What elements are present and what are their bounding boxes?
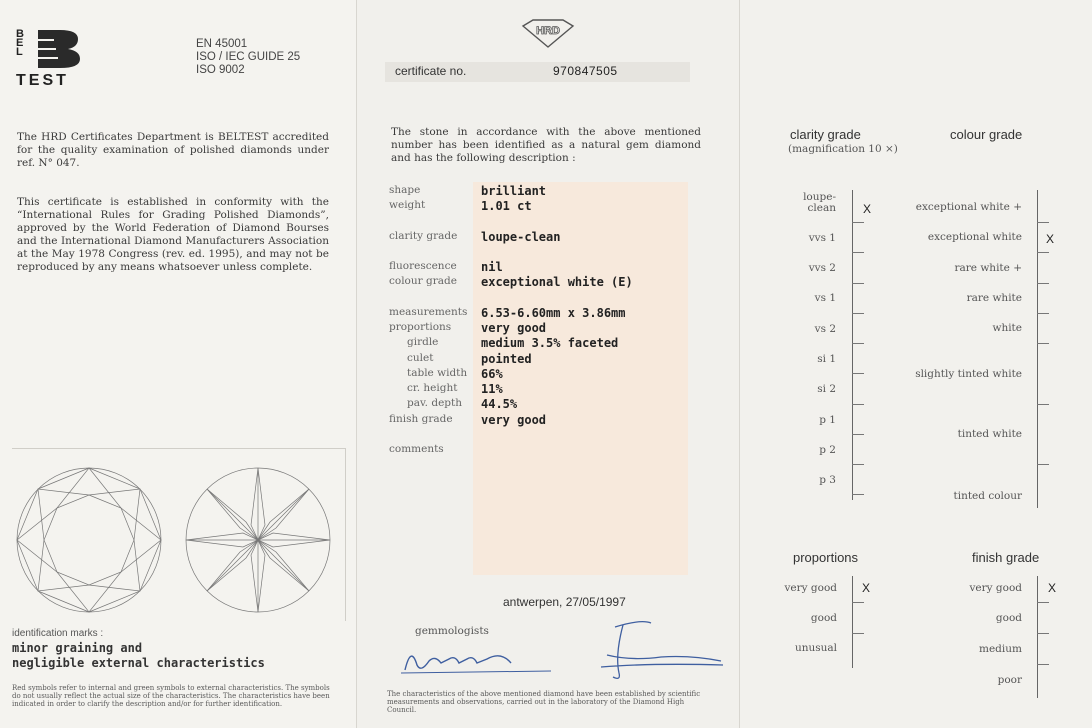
row-label: colour grade xyxy=(389,275,457,287)
standard: ISO / IEC GUIDE 25 xyxy=(196,51,301,63)
row-label: table width xyxy=(407,367,468,379)
colour-grade-label: exceptional white + xyxy=(915,201,1022,213)
finish-label: very good xyxy=(969,582,1022,594)
row-label: comments xyxy=(389,443,444,455)
colour-grade-label: rare white xyxy=(966,292,1022,304)
signatures xyxy=(401,615,731,685)
row-value: 44.5% xyxy=(481,397,518,411)
row-label: clarity grade xyxy=(389,230,458,242)
proportions-label: unusual xyxy=(794,642,837,654)
colour-title: colour grade xyxy=(950,127,1023,142)
finish-label: medium xyxy=(979,643,1022,655)
id-marks-line: minor graining and xyxy=(12,641,143,655)
cert-label: certificate no. xyxy=(395,64,467,78)
clarity-grade-label: vvs 1 xyxy=(808,232,836,244)
colour-grade-label: rare white + xyxy=(954,262,1022,274)
scale-tick xyxy=(1037,343,1049,344)
id-marks-value xyxy=(12,641,265,671)
scale-tick xyxy=(1037,633,1049,634)
scale-tick xyxy=(1037,222,1049,223)
clarity-scale-line xyxy=(852,190,853,500)
scale-tick xyxy=(852,602,864,603)
row-label: proportions xyxy=(389,321,452,333)
svg-text:HRD: HRD xyxy=(536,25,560,37)
clarity-grade-label: si 2 xyxy=(817,383,836,395)
clarity-grade-label: p 1 xyxy=(819,414,836,426)
right-panel xyxy=(740,0,1092,728)
scale-tick xyxy=(852,252,864,253)
finish-mark: X xyxy=(1048,581,1057,595)
clarity-grade-label: p 3 xyxy=(819,474,836,486)
id-marks-line: negligible external characteristics xyxy=(12,656,265,670)
finish-label: good xyxy=(995,612,1022,624)
clarity-mark: X xyxy=(863,202,872,216)
gemmologists-label: gemmologists xyxy=(415,625,489,637)
cert-number: 970847505 xyxy=(553,64,618,78)
scale-tick xyxy=(1037,404,1049,405)
scale-tick xyxy=(1037,664,1049,665)
row-value: 11% xyxy=(481,382,503,396)
scale-tick xyxy=(852,464,864,465)
proportions-mark: X xyxy=(862,581,871,595)
clarity-grade-label: loupe- clean xyxy=(803,191,836,214)
finish-scale-line xyxy=(1037,576,1038,698)
scale-tick xyxy=(1037,283,1049,284)
standard: ISO 9002 xyxy=(196,64,245,76)
row-value: brilliant xyxy=(481,184,547,198)
proportions-scale-line xyxy=(852,576,853,668)
proportions-label: good xyxy=(810,612,837,624)
row-value: 1.01 ct xyxy=(481,199,532,213)
row-value: loupe-clean xyxy=(481,230,561,244)
row-value: exceptional white (E) xyxy=(481,275,633,289)
row-value: 6.53-6.60mm x 3.86mm xyxy=(481,306,626,320)
left-panel xyxy=(0,0,357,728)
proportions-label: very good xyxy=(784,582,837,594)
row-value: nil xyxy=(481,260,503,274)
scale-tick xyxy=(1037,464,1049,465)
id-marks-label: identification marks : xyxy=(12,628,104,639)
clarity-grade-label: vs 2 xyxy=(814,323,836,335)
scale-tick xyxy=(1037,252,1049,253)
colour-grade-label: tinted white xyxy=(957,428,1022,440)
clarity-grade-label: si 1 xyxy=(817,353,836,365)
middle-panel xyxy=(357,0,740,728)
row-value: very good xyxy=(481,321,547,335)
accreditation-text: The HRD Certificates Department is BELTEST accredited for the quality examination of polished diamonds under ref. N° 047. xyxy=(17,131,329,169)
scale-tick xyxy=(852,283,864,284)
clarity-grade-label: p 2 xyxy=(819,444,836,456)
colour-mark: X xyxy=(1046,232,1055,246)
row-label: pav. depth xyxy=(407,397,462,409)
row-label: shape xyxy=(389,184,421,196)
row-value: 66% xyxy=(481,367,503,381)
clarity-subtitle: (magnification 10 ×) xyxy=(788,143,898,155)
standard: EN 45001 xyxy=(196,38,248,50)
row-label: fluorescence xyxy=(389,260,457,272)
finish-title: finish grade xyxy=(972,550,1040,565)
clarity-grade-label: vs 1 xyxy=(814,292,836,304)
conformity-text: This certificate is established in conformity with the “International Rules for Grading Polished Diamonds”, approved by the World Federation of Diamond Bourses and the International Diamond Manufacturers Association at the May 1978 Congress (rev. ed. 1995), and may not be reproduced by any means whatsoever unless complete. xyxy=(17,196,329,273)
clarity-grade-label: vvs 2 xyxy=(808,262,836,274)
colour-grade-label: exceptional white xyxy=(927,231,1022,243)
clarity-title: clarity grade xyxy=(790,127,861,142)
scale-tick xyxy=(1037,313,1049,314)
scale-tick xyxy=(852,222,864,223)
colour-grade-label: white xyxy=(992,322,1022,334)
colour-grade-label: slightly tinted white xyxy=(915,368,1022,380)
scale-tick xyxy=(852,633,864,634)
scale-tick xyxy=(1037,602,1049,603)
proportions-title: proportions xyxy=(793,550,859,565)
footer-note: The characteristics of the above mentioned diamond have been established by scientific measurements and observations, carried out in the laboratory of the Diamond High Council. xyxy=(387,690,701,714)
row-value: pointed xyxy=(481,352,532,366)
place-date: antwerpen, 27/05/1997 xyxy=(503,595,626,609)
row-label: weight xyxy=(389,199,426,211)
finish-label: poor xyxy=(997,674,1022,686)
row-label: girdle xyxy=(407,336,439,348)
hrd-logo xyxy=(519,18,577,48)
row-value: medium 3.5% faceted xyxy=(481,336,619,350)
row-label: cr. height xyxy=(407,382,458,394)
row-label: culet xyxy=(407,352,434,364)
scale-tick xyxy=(852,343,864,344)
row-value: very good xyxy=(481,413,547,427)
standards-list xyxy=(196,38,300,77)
scale-tick xyxy=(852,404,864,405)
colour-grade-label: tinted colour xyxy=(953,490,1022,502)
footnote: Red symbols refer to internal and green symbols to external characteristics. The symbols do not usually reflect the actual size of the characteristics. The characteristics have been indicated in order to clarify the description and/or for further identification. xyxy=(12,684,330,708)
intro-text: The stone in accordance with the above mentioned number has been identified as a natural gem diamond and has the following description : xyxy=(391,126,701,164)
pavilion-diagram xyxy=(183,465,333,615)
row-label: measurements xyxy=(389,306,468,318)
colour-scale-line xyxy=(1037,190,1038,508)
row-label: finish grade xyxy=(389,413,453,425)
crown-diagram xyxy=(14,465,164,615)
logo-wordmark: TEST xyxy=(16,72,69,89)
beltest-logo: B E L TEST xyxy=(16,30,78,90)
scale-tick xyxy=(852,313,864,314)
